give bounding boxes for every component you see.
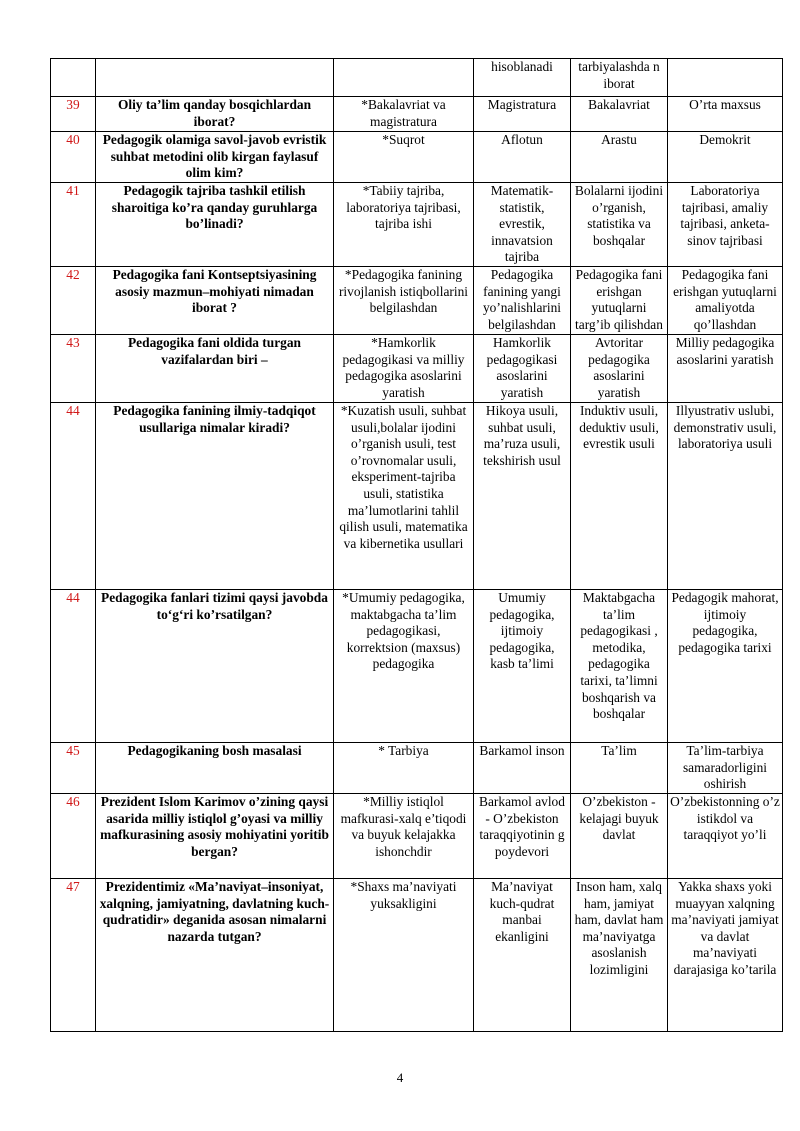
table-body — [51, 59, 783, 1032]
question-number: 40 — [51, 132, 96, 183]
table-row — [51, 97, 783, 132]
answer-option-2: Bolalarni ijodini o’rganish, statistika va boshqalar — [571, 183, 668, 267]
answer-option-1: Magistratura — [474, 97, 571, 132]
answer-option-3: Laboratoriya tajribasi, amaliy tajribasi, anketa-sinov tajribasi — [668, 183, 783, 267]
question-text: Pedagogika fani Kontseptsiyasining asosiy mazmun–mohiyati nimadan iborat ? — [96, 266, 334, 334]
test-questions-table — [50, 58, 783, 1032]
question-number: 43 — [51, 334, 96, 402]
question-text: Prezidentimiz «Ma’naviyat–insoniyat, xalqning, jamiyatning, davlatning kuch-qudratidir» deganida asosan nimalarni nazarda tutgan? — [96, 878, 334, 1031]
answer-option-2: Pedagogika fani erishgan yutuqlarni targ’ib qilishdan — [571, 266, 668, 334]
answer-option-1: Hamkorlik pedagogikasi asoslarini yaratish — [474, 334, 571, 402]
answer-option-3: Pedagogik mahorat, ijtimoiy pedagogika, pedagogika tarixi — [668, 589, 783, 742]
answer-option-3: O’zbekistonning o’z istikdol va taraqqiyot yo’li — [668, 793, 783, 878]
table-row — [51, 589, 783, 742]
answer-option-1: Barkamol inson — [474, 742, 571, 793]
correct-answer: *Tabiiy tajriba, laboratoriya tajribasi, tajriba ishi — [334, 183, 474, 267]
answer-option-2: Inson ham, xalq ham, jamiyat ham, davlat ham ma’naviyatga asoslanish lozimligini — [571, 878, 668, 1031]
answer-option-2: Bakalavriat — [571, 97, 668, 132]
answer-option-2: Ta’lim — [571, 742, 668, 793]
question-number: 42 — [51, 266, 96, 334]
table-row — [51, 878, 783, 1031]
answer-option-2: Maktabgacha ta’lim pedagogikasi , metodika, pedagogika tarixi, ta’limni boshqarish va boshqalar — [571, 589, 668, 742]
table-row — [51, 793, 783, 878]
question-text: Pedagogik olamiga savol-javob evristik suhbat metodini olib kirgan faylasuf olim kim? — [96, 132, 334, 183]
question-number — [51, 59, 96, 97]
question-number: 47 — [51, 878, 96, 1031]
table-row — [51, 59, 783, 97]
answer-option-3: Pedagogika fani erishgan yutuqlarni amaliyotda qo’llashdan — [668, 266, 783, 334]
question-number: 44 — [51, 589, 96, 742]
answer-option-3: Ta’lim-tarbiya samaradorligini oshirish — [668, 742, 783, 793]
question-text: Pedagogikaning bosh masalasi — [96, 742, 334, 793]
answer-option-1: Hikoya usuli, suhbat usuli, ma’ruza usuli, tekshirish usul — [474, 402, 571, 589]
answer-option-3 — [668, 59, 783, 97]
table-row — [51, 266, 783, 334]
table-row — [51, 132, 783, 183]
correct-answer: *Kuzatish usuli, suhbat usuli,bolalar ijodini o’rganish usuli, test o’rovnomalar usuli, eksperiment-tajriba usuli, statistika ma’lumotlarini tahlil qilish usuli, matematika va kibernetika usullari — [334, 402, 474, 589]
answer-option-1: Umumiy pedagogika, ijtimoiy pedagogika, kasb ta’limi — [474, 589, 571, 742]
correct-answer: * Tarbiya — [334, 742, 474, 793]
question-text — [96, 59, 334, 97]
answer-option-2: Avtoritar pedagogika asoslarini yaratish — [571, 334, 668, 402]
correct-answer: *Hamkorlik pedagogikasi va milliy pedagogika asoslarini yaratish — [334, 334, 474, 402]
question-number: 41 — [51, 183, 96, 267]
answer-option-2: Induktiv usuli, deduktiv usuli, evrestik usuli — [571, 402, 668, 589]
answer-option-2: O’zbekiston - kelajagi buyuk davlat — [571, 793, 668, 878]
question-text: Pedagogika fanlari tizimi qaysi javobda to‘g‘ri ko’rsatilgan? — [96, 589, 334, 742]
correct-answer: *Pedagogika fanining rivojlanish istiqbollarini belgilashdan — [334, 266, 474, 334]
answer-option-1: Aflotun — [474, 132, 571, 183]
answer-option-1: Barkamol avlod - O’zbekiston taraqqiyotinin g poydevori — [474, 793, 571, 878]
correct-answer: *Suqrot — [334, 132, 474, 183]
answer-option-3: Illyustrativ uslubi, demonstrativ usuli, laboratoriya usuli — [668, 402, 783, 589]
question-number: 44 — [51, 402, 96, 589]
question-text: Pedagogika fanining ilmiy-tadqiqot usullariga nimalar kiradi? — [96, 402, 334, 589]
table-row — [51, 402, 783, 589]
answer-option-1: Ma’naviyat kuch-qudrat manbai ekanligini — [474, 878, 571, 1031]
question-number: 45 — [51, 742, 96, 793]
correct-answer: *Bakalavriat va magistratura — [334, 97, 474, 132]
correct-answer: *Shaxs ma’naviyati yuksakligini — [334, 878, 474, 1031]
question-number: 46 — [51, 793, 96, 878]
answer-option-2: tarbiyalashda n iborat — [571, 59, 668, 97]
answer-option-3: Yakka shaxs yoki muayyan xalqning ma’naviyati jamiyat va davlat ma’naviyati darajasiga ko’tarila — [668, 878, 783, 1031]
question-text: Pedagogika fani oldida turgan vazifalardan biri – — [96, 334, 334, 402]
answer-option-1: Pedagogika fanining yangi yo’nalishlarini belgilashdan — [474, 266, 571, 334]
answer-option-1: hisoblanadi — [474, 59, 571, 97]
question-number: 39 — [51, 97, 96, 132]
answer-option-1: Matematik-statistik, evrestik, innavatsion tajriba — [474, 183, 571, 267]
correct-answer: *Umumiy pedagogika, maktabgacha ta’lim pedagogikasi, korrektsion (maxsus) pedagogika — [334, 589, 474, 742]
answer-option-3: Demokrit — [668, 132, 783, 183]
question-text: Oliy ta’lim qanday bosqichlardan iborat? — [96, 97, 334, 132]
answer-option-3: Milliy pedagogika asoslarini yaratish — [668, 334, 783, 402]
question-text: Prezident Islom Karimov o’zining qaysi asarida milliy istiqlol g’oyasi va milliy mafkurasining asosiy mohiyatini yoritib bergan? — [96, 793, 334, 878]
answer-option-2: Arastu — [571, 132, 668, 183]
table-row — [51, 334, 783, 402]
correct-answer — [334, 59, 474, 97]
correct-answer: *Milliy istiqlol mafkurasi-xalq e’tiqodi va buyuk kelajakka ishonchdir — [334, 793, 474, 878]
question-text: Pedagogik tajriba tashkil etilish sharoitiga ko’ra qanday guruhlarga bo’linadi? — [96, 183, 334, 267]
table-row — [51, 742, 783, 793]
page-number: 4 — [396, 1070, 404, 1085]
answer-option-3: O’rta maxsus — [668, 97, 783, 132]
table-row — [51, 183, 783, 267]
